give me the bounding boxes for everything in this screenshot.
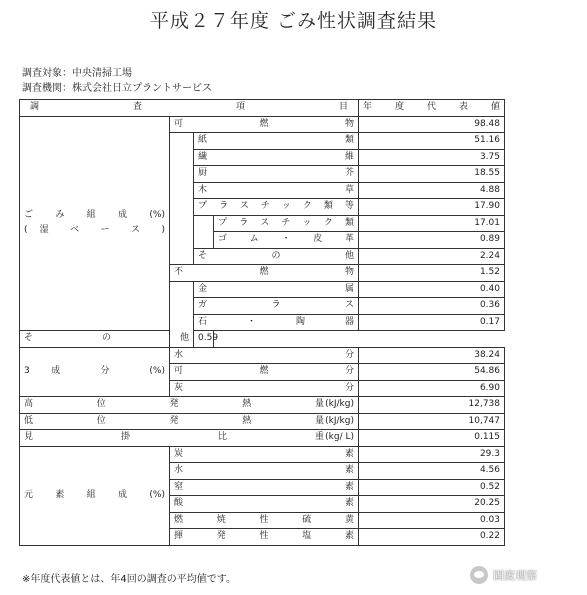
row-value: 6.90 xyxy=(359,380,505,397)
row-value: 0.22 xyxy=(359,529,505,546)
row-label: 灰分 xyxy=(170,380,359,397)
table-row xyxy=(20,413,505,430)
results-table xyxy=(19,99,505,546)
table-row xyxy=(20,446,505,463)
row-label: 見掛比重 (kg/ L) xyxy=(20,430,359,447)
row-label: その他 xyxy=(20,331,194,348)
table-row xyxy=(20,397,505,414)
row-label: 揮発性塩素 xyxy=(170,529,359,546)
header-item: 調 査 項 目 xyxy=(20,100,359,117)
row-label: プラスチック類 xyxy=(214,215,359,232)
row-label: 炭素 xyxy=(170,446,359,463)
row-value: 0.03 xyxy=(359,512,505,529)
row-value: 54.86 xyxy=(359,364,505,381)
group-element-composition: 元 素 組 成 (%) xyxy=(20,446,170,545)
row-label: 石・陶器 xyxy=(194,314,359,331)
row-value: 3.75 xyxy=(359,149,505,166)
row-value: 0.59 xyxy=(194,331,214,348)
row-value: 17.01 xyxy=(359,215,505,232)
row-label: 繊維 xyxy=(194,149,359,166)
table-row xyxy=(20,116,505,133)
survey-target: 調査対象：中央清掃工場 xyxy=(22,68,132,79)
row-value: 0.40 xyxy=(359,281,505,298)
row-value: 18.55 xyxy=(359,166,505,183)
row-value: 0.36 xyxy=(359,298,505,315)
row-label: 低位発熱量 (kJ/kg) xyxy=(20,413,359,430)
footnote: ※年度代表値とは、年4回の調査の平均値です。 xyxy=(22,574,236,585)
row-value: 17.90 xyxy=(359,199,505,216)
row-label: ゴム・皮革 xyxy=(214,232,359,249)
table-row xyxy=(20,430,505,447)
row-label: 木草 xyxy=(194,182,359,199)
row-value: 38.24 xyxy=(359,347,505,364)
row-value: 0.17 xyxy=(359,314,505,331)
row-label: プラスチック類等 xyxy=(194,199,359,216)
row-label: 燃焼性硫黄 xyxy=(170,512,359,529)
row-value: 4.56 xyxy=(359,463,505,480)
row-label: 酸素 xyxy=(170,496,359,513)
row-value: 0.52 xyxy=(359,479,505,496)
row-label: 紙類 xyxy=(194,133,359,150)
row-value: 12,738 xyxy=(359,397,505,414)
group-three-components: 3 成 分 (%) xyxy=(20,347,170,397)
row-label: 可燃物 xyxy=(170,116,359,133)
row-label: 窒素 xyxy=(170,479,359,496)
row-value: 1.52 xyxy=(359,265,505,282)
row-value: 0.115 xyxy=(359,430,505,447)
table-row xyxy=(20,347,505,364)
row-value: 29.3 xyxy=(359,446,505,463)
wechat-icon xyxy=(470,566,488,584)
header-row xyxy=(20,100,505,117)
table-row xyxy=(20,331,505,348)
row-value: 0.89 xyxy=(359,232,505,249)
row-label: 水素 xyxy=(170,463,359,480)
row-label: 可燃分 xyxy=(170,364,359,381)
header-value: 年度代表値 xyxy=(359,100,505,117)
row-value: 98.48 xyxy=(359,116,505,133)
row-label: その他 xyxy=(194,248,359,265)
row-label: 水分 xyxy=(170,347,359,364)
row-label: 不燃物 xyxy=(170,265,359,282)
row-label: 高位発熱量 (kJ/kg) xyxy=(20,397,359,414)
page-title: 平成２７年度 ごみ性状調査結果 xyxy=(149,10,438,32)
row-value: 10,747 xyxy=(359,413,505,430)
survey-agency: 調査機関：株式会社日立プラントサービス xyxy=(22,83,212,94)
row-value: 51.16 xyxy=(359,133,505,150)
row-value: 2.24 xyxy=(359,248,505,265)
row-label: 金属 xyxy=(194,281,359,298)
watermark: 固废观察 xyxy=(470,566,537,584)
row-value: 4.88 xyxy=(359,182,505,199)
row-value: 20.25 xyxy=(359,496,505,513)
row-label: ガラス xyxy=(194,298,359,315)
row-label: 厨芥 xyxy=(194,166,359,183)
group-composition: ご み 組 成 (%) ( 湿 ベ ー ス ) xyxy=(20,116,170,331)
